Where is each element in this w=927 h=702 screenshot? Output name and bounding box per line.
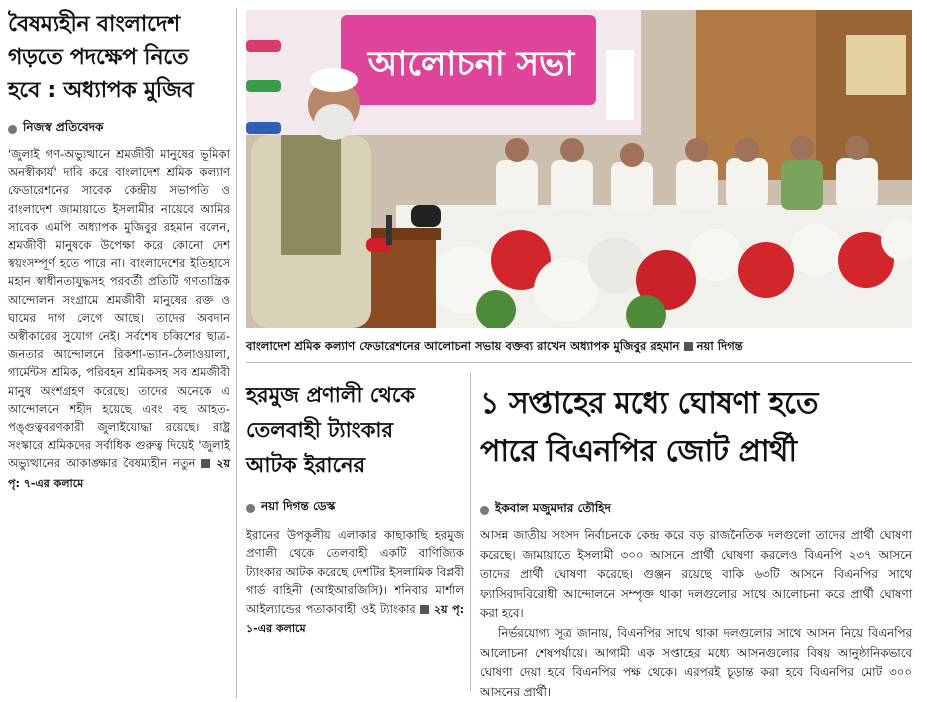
bullet-icon (8, 125, 17, 134)
right-body (480, 526, 912, 702)
left-headline-line: হবে : অধ্যাপক মুজিব (8, 78, 194, 103)
right-headline[interactable] (480, 380, 920, 476)
left-continuation[interactable]: ২য় পৃ: ৭-এর কলামে (8, 457, 231, 490)
caption-text: বাংলাদেশ শ্রমিক কল্যাণ ফেডারেশনের আলোচনা সভায় বক্তব্য রাখেন অধ্যাপক মুজিবুর রহমান (246, 339, 680, 353)
square-icon (684, 342, 693, 351)
column-divider (470, 372, 471, 692)
right-headline-line: পারে বিএনপির জোট প্রার্থী (480, 434, 797, 469)
middle-body (246, 526, 464, 638)
bullet-icon (246, 504, 255, 513)
news-photo[interactable] (246, 10, 912, 328)
middle-continuation[interactable]: ২য় পৃ: ১-এর কলামে (246, 602, 465, 636)
middle-headline[interactable] (246, 378, 461, 483)
middle-byline-text: নয়া দিগন্ত ডেস্ক (261, 499, 336, 513)
left-body-text: 'জুলাই গণ-অভ্যুত্থানে শ্রমজীবী মানুষের ভূমিকা অনস্বীকার্য' দাবি করে বাংলাদেশ শ্রমিক কল্যাণ ফেডারেশনের সাবেক কেন্দ্রীয় সভাপতি ও বাংলাদেশ জামায়াতে ইসলামীর নায়েবে আমির সাবেক এমপি অধ্যাপক মুজিবুর রহমান বলেন, শ্রমজীবী মানুষকে উপেক্ষা করে কোনো দেশ স্বয়ংসম্পূর্ণ হতে পারে না। বাংলাদেশের ইতিহাসে মহান স্বাধীনতাযুদ্ধসহ পরবর্তী প্রতিটি গণতান্ত্রিক আন্দোলন সংগ্রামে শ্রমজীবী মানুষের রক্ত ও ঘামের দাগ লেগে আছে। তাদের অবদান অস্বীকারের সুযোগ নেই। সর্বশেষ চব্বিশের ছাত্র-জনতার আন্দোলনে রিকশা-ভ্যান-ঠেলাওয়ালা, গার্মেন্টস শ্রমিক, পরিবহন শ্রমিকসহ সব শ্রমজীবী মানুষ অংশগ্রহণ করেছে। তাদের অনেকে এ আন্দোলনে শহীদ হয়েছে এবং বহু আহত-পঙ্গুত্ববরণকারী জুলাইযোদ্ধা রয়েছে। রাষ্ট্র সংস্কারে শ্রমিকদের সর্বাধিক গুরুত্ব দিয়েই 'জুলাই অভ্যুত্থানের আকাঙ্ক্ষার বৈষম্যহীন নতুন (8, 147, 230, 471)
right-byline (480, 500, 611, 520)
left-headline[interactable] (8, 8, 230, 107)
left-body (8, 145, 230, 493)
right-headline-line: ১ সপ্তাহের মধ্যে ঘোষণা হতে (480, 386, 819, 421)
middle-byline (246, 498, 335, 518)
section-divider (246, 362, 912, 363)
middle-body-text: ইরানের উপকূলীয় এলাকার কাছাকাছি হরমুজ প্রণালী থেকে তেলবাহী একটি বাণিজ্যিক ট্যাংকার আটক করেছে দেশটির ইসলামিক বিপ্লবী গার্ড বাহিনী (আইআরজিসি)। শনিবার মার্শাল আইল্যান্ডের পতাকাবাহী ওই ট্যাংকার (246, 528, 464, 616)
middle-headline-line: আটক ইরানের (246, 453, 366, 477)
left-headline-line: গড়তে পদক্ষেপ নিতে (8, 45, 189, 70)
square-icon (420, 605, 429, 614)
column-divider (236, 8, 237, 698)
middle-headline-line: তেলবাহী ট্যাংকার (246, 418, 394, 442)
banner-title: আলোচনা সভা (367, 44, 575, 84)
left-byline-text: নিজস্ব প্রতিবেদক (23, 120, 104, 134)
right-byline-text: ইকবাল মজুমদার তৌহিদ (495, 501, 611, 515)
right-paragraph: আসন্ন জাতীয় সংসদ নির্বাচনকে কেন্দ্র করে বড় রাজনৈতিক দলগুলো তাদের প্রার্থী ঘোষণা করেছে। জামায়াতে ইসলামী ৩০০ আসনে প্রার্থী ঘোষণা করলেও বিএনপি ২৩৭ আসনে তাদের প্রার্থী ঘোষণা করেছে। গুঞ্জন রয়েছে বাকি ৬৩টি আসনে বিএনপির সাথে ফ্যাসিবাদবিরোধী আন্দোলনে সম্পৃক্ত থাকা দলগুলোর সাথে আলোচনা করে প্রার্থী ঘোষণা করা হবে। (480, 528, 912, 621)
right-paragraph: নির্ভরযোগ্য সূত্র জানায়, বিএনপির সাথে থাকা দলগুলোর সাথে আসন নিয়ে বিএনপির আলোচনা শেষপর্যায়ে। আগামী এক সপ্তাহের মধ্যে আসনগুলোর বিষয় আনুষ্ঠানিকভাবে ঘোষণা দেয়া হবে বিএনপির পক্ষ থেকে। এরপরই চূড়ান্ত করা হবে বিএনপির মোট ৩০০ আসনের প্রার্থী। (480, 625, 912, 699)
left-article (8, 8, 230, 698)
left-headline-line: বৈষম্যহীন বাংলাদেশ (8, 12, 180, 37)
bullet-icon (480, 506, 489, 515)
middle-headline-line: হরমুজ প্রণালী থেকে (246, 383, 416, 407)
photo-caption (246, 338, 912, 357)
photo-seminar-icon (246, 10, 912, 328)
left-byline (8, 119, 230, 139)
square-icon (201, 459, 210, 468)
caption-credit: নয়া দিগন্ত (696, 339, 743, 353)
